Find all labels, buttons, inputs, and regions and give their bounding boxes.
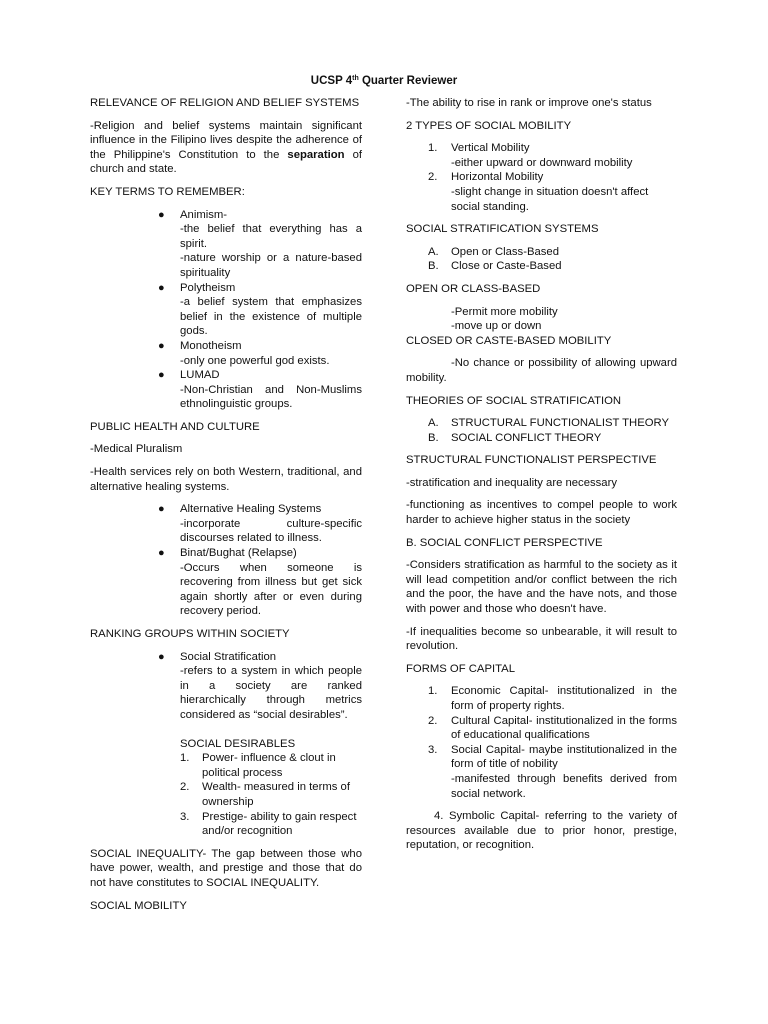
open-text-1: -Permit more mobility xyxy=(451,305,558,318)
heading-two-types: 2 TYPES OF SOCIAL MOBILITY xyxy=(406,119,572,132)
heading-closed: CLOSED OR CASTE-BASED MOBILITY xyxy=(406,334,612,347)
heading-theories: THEORIES OF SOCIAL STRATIFICATION xyxy=(406,394,622,407)
bullet-item: ● Animism- -the belief that everything has a spirit. -nature worship or a nature-based spirituality xyxy=(158,208,362,279)
bullet-icon: ● xyxy=(158,369,165,382)
bullet-icon: ● xyxy=(158,339,165,352)
list-item: 1. Vertical Mobility -either upward or downward mobility xyxy=(428,142,633,169)
heading-strat-systems: SOCIAL STRATIFICATION SYSTEMS xyxy=(406,223,599,236)
heading-social-mobility: SOCIAL MOBILITY xyxy=(90,899,187,912)
list-item: B. SOCIAL CONFLICT THEORY xyxy=(428,431,602,444)
bullet-icon: ● xyxy=(158,281,165,294)
heading-key-terms: KEY TERMS TO REMEMBER: xyxy=(90,185,245,198)
closed-description: -No chance or possibility of allowing upward mobility. xyxy=(406,357,677,384)
list-item: A. STRUCTURAL FUNCTIONALIST THEORY xyxy=(428,417,670,430)
heading-ranking: RANKING GROUPS WITHIN SOCIETY xyxy=(90,628,290,640)
right-column xyxy=(406,96,677,861)
list-item: 2. Wealth- measured in terms of ownership xyxy=(180,781,350,808)
list-item: B. Close or Caste-Based xyxy=(428,260,562,273)
social-inequality: SOCIAL INEQUALITY- The gap between those who have power, wealth, and prestige and those that do not have constitutes to SOCIAL INEQUALITY. xyxy=(90,847,362,889)
bullet-item: ● Binat/Bughat (Relapse) -Occurs when someone is recovering from illness but get sick again shortly after or even during recovery period. xyxy=(158,547,362,618)
bullet-item: ● Monotheism -only one powerful god exists. xyxy=(158,339,330,367)
bullet-icon: ● xyxy=(158,547,165,560)
list-item: 2. Horizontal Mobility -slight change in situation doesn't affect social standing. xyxy=(428,171,649,213)
structural-text-1: -stratification and inequality are necessary xyxy=(406,476,617,489)
heading-conflict: B. SOCIAL CONFLICT PERSPECTIVE xyxy=(406,536,603,549)
heading-capital: FORMS OF CAPITAL xyxy=(406,662,516,675)
mobility-definition: -The ability to rise in rank or improve one's status xyxy=(406,97,652,109)
heading-social-desirables: SOCIAL DESIRABLES xyxy=(180,737,296,750)
bullet-icon: ● xyxy=(158,650,165,663)
health-services: -Health services rely on both Western, traditional, and alternative healing systems. xyxy=(90,466,362,493)
conflict-text-2: -If inequalities become so unbearable, it will result to revolution. xyxy=(406,625,677,653)
medical-pluralism: -Medical Pluralism xyxy=(90,443,183,456)
heading-public-health: PUBLIC HEALTH AND CULTURE xyxy=(90,420,260,433)
open-text-2: -move up or down xyxy=(451,320,542,333)
list-item: 1. Power- influence & clout in political process xyxy=(180,752,336,779)
bullet-item: ● Alternative Healing Systems -incorporate culture-specific discourses related to illness. xyxy=(158,503,362,545)
list-item: 1. Economic Capital- institutionalized in the form of property rights. xyxy=(428,685,677,712)
bullet-item: ● Social Stratification -refers to a system in which people in a society are ranked hierarchically through metrics considered as “social desirables”. xyxy=(158,650,362,721)
heading-religion: RELEVANCE OF RELIGION AND BELIEF SYSTEMS xyxy=(90,97,360,109)
bullet-icon: ● xyxy=(158,208,165,221)
religion-paragraph: -Religion and belief systems maintain significant influence in the Filipino lives despite the adherence of the Philippine's Constitution to the separation of church and state. xyxy=(90,119,362,176)
bullet-icon: ● xyxy=(158,503,165,516)
bullet-item: ● Polytheism -a belief system that emphasizes belief in the existence of multiple gods. xyxy=(158,281,362,338)
bullet-item: ● LUMAD -Non-Christian and Non-Muslims ethnolinguistic groups. xyxy=(158,369,362,411)
structural-text-2: -functioning as incentives to compel people to work harder to achieve higher status in the society xyxy=(406,499,677,527)
list-item: A. Open or Class-Based xyxy=(428,245,559,258)
left-column xyxy=(90,96,362,921)
symbolic-capital: 4. Symbolic Capital- referring to the variety of resources available due to prior honor, prestige, reputation, or recognition. xyxy=(406,810,677,852)
list-item: 3. Social Capital- maybe institutionalized in the form of title of nobility -manifested through benefits derived from social network. xyxy=(428,743,677,800)
page-title: UCSP 4th Quarter Reviewer xyxy=(310,75,458,87)
heading-open: OPEN OR CLASS-BASED xyxy=(406,282,541,295)
heading-structural: STRUCTURAL FUNCTIONALIST PERSPECTIVE xyxy=(406,454,657,467)
list-item: 3. Prestige- ability to gain respect and/or recognition xyxy=(180,810,357,838)
conflict-text-1: -Considers stratification as harmful to the society as it will lead competition and/or conflict between the rich and the poor, the have and the have nots, and those with power and those who doesn't have. xyxy=(406,559,677,616)
list-item: 2. Cultural Capital- institutionalized in the forms of educational qualifications xyxy=(428,714,677,742)
